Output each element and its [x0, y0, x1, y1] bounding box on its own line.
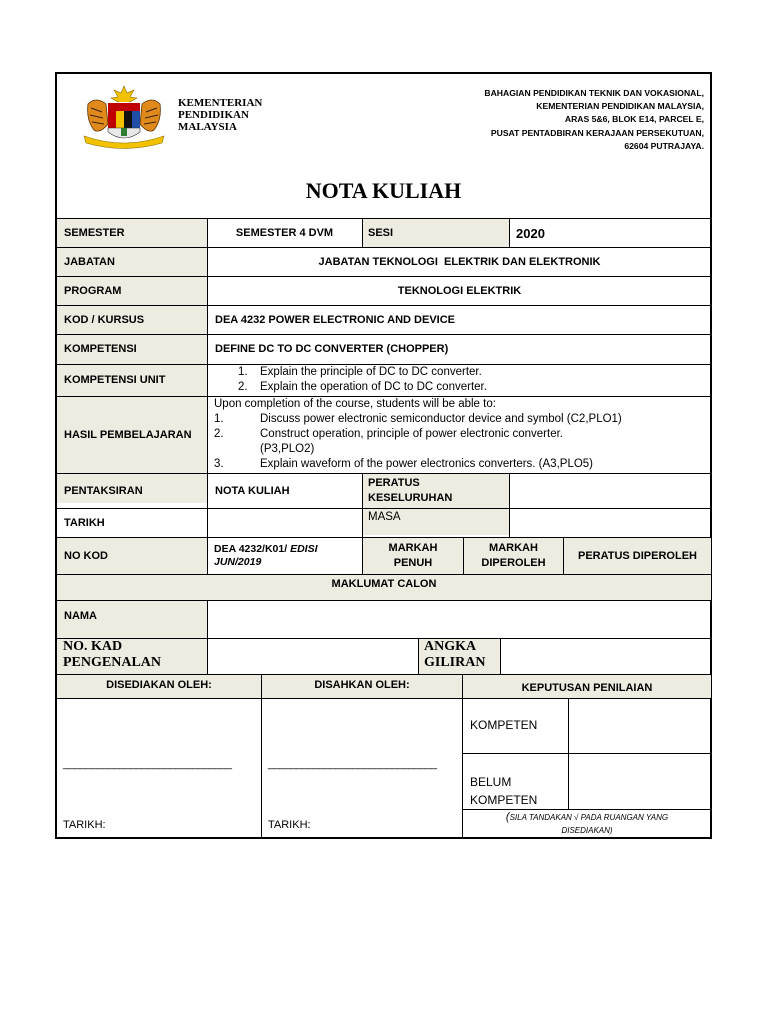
kompetensi-unit-list	[238, 365, 487, 395]
hasil-label: HASIL PEMBELAJARAN	[64, 428, 192, 441]
ministry-address: BAHAGIAN PENDIDIKAN TEKNIK DAN VOKASIONAL, KEMENTERIAN PENDIDIKAN MALAYSIA, ARAS 5&6, BLOK E14, PARCEL E, PUSAT PENTADBIRAN KERAJAAN PERSEKUTUAN, 62604 PUTRAJAYA.	[484, 88, 704, 151]
tarikh-label: TARIKH	[64, 516, 105, 529]
kompetensi-unit-label: KOMPETENSI UNIT	[64, 374, 166, 386]
kad-pengenalan-label: NO. KAD PENGENALAN	[63, 639, 162, 670]
tarikh-field[interactable]	[208, 508, 362, 537]
markah-diperoleh-label: MARKAH DIPEROLEH	[481, 542, 546, 569]
disahkan-signature-line[interactable]: ______________________________	[268, 758, 437, 770]
disediakan-oleh-label: DISEDIAKAN OLEH:	[106, 679, 212, 691]
angka-giliran-field[interactable]	[501, 639, 711, 674]
kompeten-label: KOMPETEN	[470, 718, 538, 732]
list-item: 3. Explain waveform of the power electronics converters. (A3,PLO5)	[214, 458, 594, 470]
keputusan-penilaian-label: KEPUTUSAN PENILAIAN	[521, 682, 653, 694]
jabatan-label: JABATAN	[64, 255, 115, 268]
angka-giliran-label: ANGKA GILIRAN	[424, 639, 486, 670]
hasil-intro: Upon completion of the course, students will be able to:	[214, 398, 496, 410]
program-label: PROGRAM	[64, 284, 122, 297]
belum-kompeten-label: BELUM KOMPETEN	[470, 775, 538, 807]
kursus-label: KOD / KURSUS	[64, 313, 145, 326]
no-kod-label: NO KOD	[64, 550, 108, 562]
list-item-continuation: (P3,PLO2)	[260, 443, 315, 455]
masa-field[interactable]	[510, 508, 711, 537]
semester-label: SEMESTER	[64, 227, 125, 239]
hasil-list	[214, 397, 622, 472]
no-kod-value: DEA 4232/K01/ EDISI JUN/2019	[214, 543, 318, 568]
maklumat-calon-heading: MAKLUMAT CALON	[331, 578, 437, 590]
malaysia-crest-icon	[78, 84, 170, 150]
kompeten-checkbox[interactable]	[569, 699, 711, 753]
kompetensi-value: DEFINE DC TO DC CONVERTER (CHOPPER)	[215, 343, 449, 355]
pentaksiran-label: PENTAKSIRAN	[64, 485, 143, 497]
masa-label: MASA	[368, 511, 401, 523]
kad-pengenalan-field[interactable]	[208, 639, 418, 674]
peratus-keseluruhan-field[interactable]	[510, 474, 711, 508]
kursus-value: DEA 4232 POWER ELECTRONIC AND DEVICE	[215, 313, 456, 326]
instruction-note: (SILA TANDAKAN √ PADA RUANGAN YANG DISEDIAKAN)	[505, 811, 669, 835]
nama-label: NAMA	[64, 610, 97, 622]
list-item: 2. Explain the operation of DC to DC converter.	[238, 381, 487, 393]
belum-kompeten-checkbox[interactable]	[569, 754, 711, 809]
peratus-keseluruhan-label: PERATUS KESELURUHAN	[368, 477, 453, 504]
sesi-value: 2020	[516, 225, 545, 241]
disediakan-signature-line[interactable]: ______________________________	[63, 758, 232, 770]
program-value: TEKNOLOGI ELEKTRIK	[397, 284, 522, 297]
peratus-diperoleh-label: PERATUS DIPEROLEH	[578, 550, 697, 562]
pentaksiran-value: NOTA KULIAH	[215, 485, 290, 497]
list-item: 2. Construct operation, principle of power electronic converter.	[214, 428, 563, 440]
nama-field[interactable]	[208, 601, 711, 638]
jabatan-value: JABATAN TEKNOLOGI ELEKTRIK DAN ELEKTRONIK	[318, 255, 601, 268]
list-item: 1. Explain the principle of DC to DC converter.	[238, 366, 482, 378]
document-title: NOTA KULIAH	[305, 178, 462, 203]
ministry-name: KEMENTERIAN PENDIDIKAN MALAYSIA	[178, 97, 263, 133]
markah-penuh-label: MARKAH PENUH	[388, 542, 438, 569]
kompetensi-label: KOMPETENSI	[64, 343, 137, 355]
disahkan-oleh-label: DISAHKAN OLEH:	[314, 679, 410, 691]
disahkan-tarikh-label: TARIKH:	[268, 819, 311, 831]
disediakan-tarikh-label: TARIKH:	[63, 819, 106, 831]
sesi-label: SESI	[368, 227, 394, 239]
semester-value: SEMESTER 4 DVM	[235, 227, 334, 239]
list-item: 1. Discuss power electronic semiconductor device and symbol (C2,PLO1)	[214, 413, 622, 425]
